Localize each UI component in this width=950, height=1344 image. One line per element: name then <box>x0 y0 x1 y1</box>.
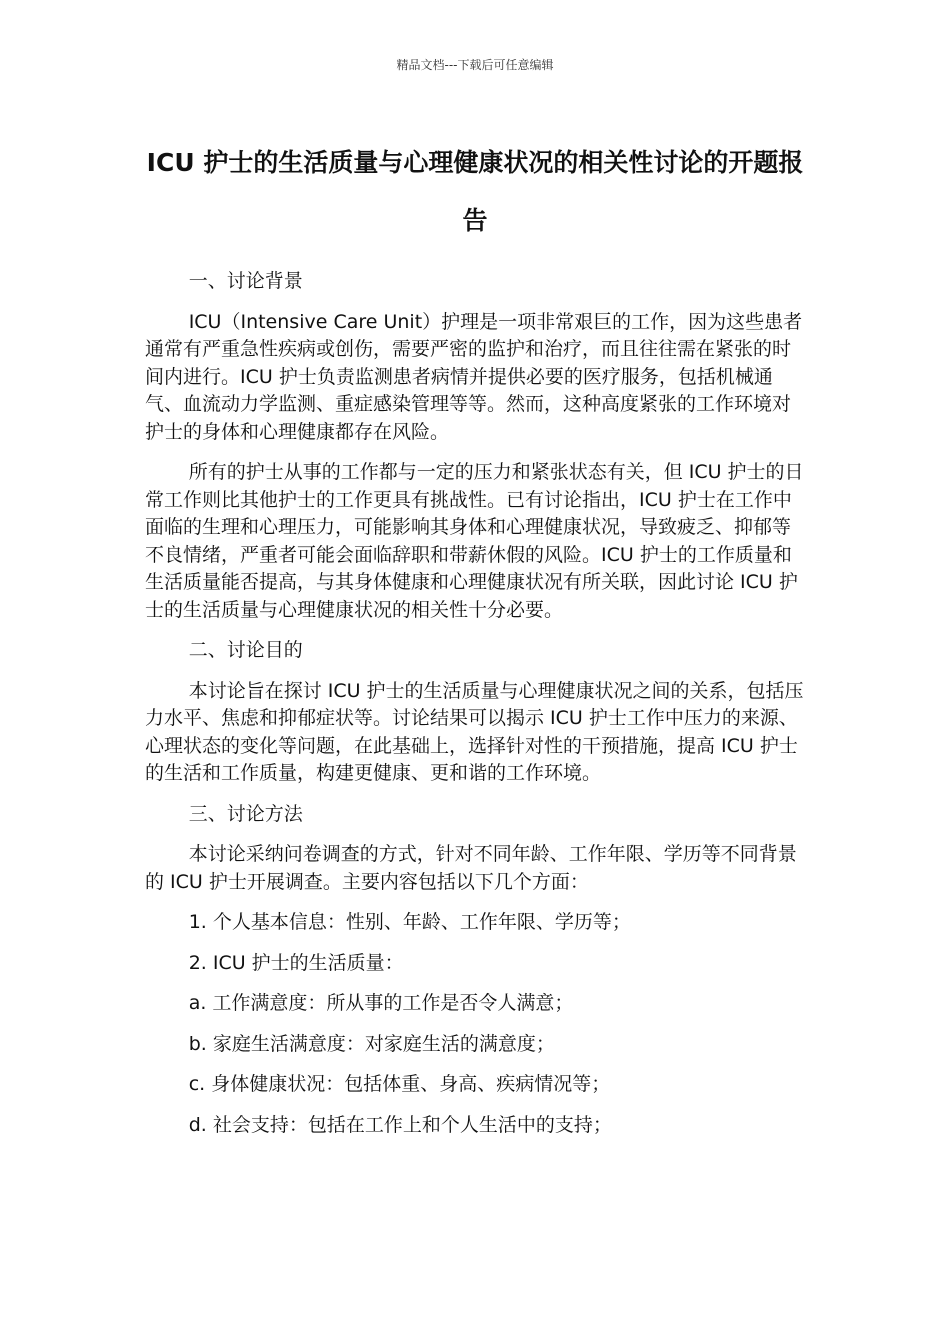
paragraph: ICU（Intensive Care Unit）护理是一项非常艰巨的工作，因为这些患者通常有严重急性疾病或创伤，需要严密的监护和治疗，而且往往需在紧张的时间内进行。ICU 护士负责监测患者病情并提供必要的医疗服务，包括机械通气、血流动力学监测、重症感染管理等等。然而，这种高度紧张的工作环境对护士的身体和心理健康都存在风险。 <box>145 310 803 443</box>
page-header: 精品文档---下载后可任意编辑 <box>396 58 554 72</box>
section-heading-background: 一、讨论背景 <box>188 270 303 292</box>
list-item: 2. ICU 护士的生活质量： <box>188 951 404 974</box>
list-item: d. 社会支持：包括在工作上和个人生活中的支持； <box>188 1113 612 1136</box>
paragraph: 所有的护士从事的工作都与一定的压力和紧张状态有关，但 ICU 护士的日常工作则比其他护士的工作更具有挑战性。已有讨论指出，ICU 护士在工作中面临的生理和心理压力，可能影响其身体和心理健康状况，导致疲乏、抑郁等不良情绪，严重者可能会面临辞职和带薪休假的风险。ICU 护士的工作质量和生活质量能否提高，与其身体健康和心理健康状况有所关联，因此讨论 ICU 护士的生活质量与心理健康状况的相关性十分必要。 <box>145 461 804 621</box>
document-title: ICU 护士的生活质量与心理健康状况的相关性讨论的开题报告 <box>146 148 804 235</box>
section-heading-purpose: 二、讨论目的 <box>188 639 303 661</box>
document-body <box>145 268 809 1152</box>
list-item: b. 家庭生活满意度：对家庭生活的满意度； <box>188 1032 555 1055</box>
section-heading-method: 三、讨论方法 <box>188 802 303 825</box>
list-item: c. 身体健康状况：包括体重、身高、疾病情况等； <box>188 1073 611 1095</box>
paragraph: 本讨论采纳问卷调查的方式，针对不同年龄、工作年限、学历等不同背景的 ICU 护士开展调查。主要内容包括以下几个方面： <box>145 843 797 893</box>
paragraph: 本讨论旨在探讨 ICU 护士的生活质量与心理健康状况之间的关系，包括压力水平、焦虑和抑郁症状等。讨论结果可以揭示 ICU 护士工作中压力的来源、心理状态的变化等问题，在此基础上，选择针对性的干预措施，提高 ICU 护士的生活和工作质量，构建更健康、更和谐的工作环境。 <box>145 679 804 784</box>
list-item: 1. 个人基本信息：性别、年龄、工作年限、学历等； <box>188 911 631 933</box>
list-item: a. 工作满意度：所从事的工作是否令人满意； <box>188 992 574 1014</box>
